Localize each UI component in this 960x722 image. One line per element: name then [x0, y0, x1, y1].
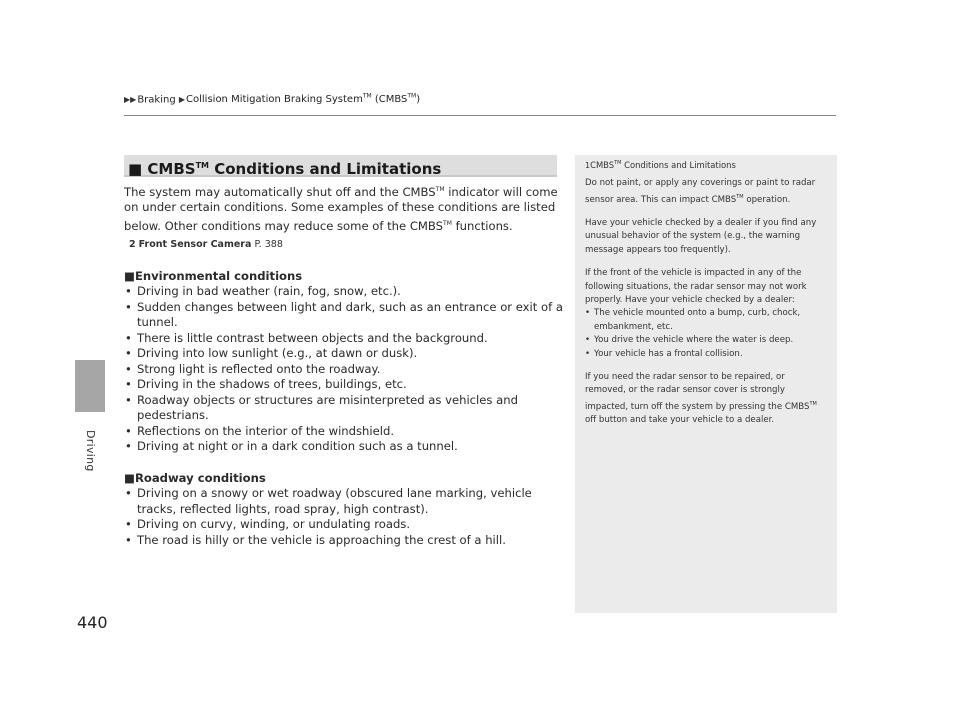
sidebar-title: 1CMBS™ Conditions and Limitations	[585, 159, 736, 170]
header-divider	[124, 115, 836, 116]
sidebar-bullet: • Your vehicle has a frontal collision.	[585, 348, 827, 361]
list-item: • Driving into low sunlight (e.g., at dawn or dusk).	[124, 346, 564, 362]
side-tab-marker	[75, 360, 105, 412]
square-bullet-icon: ■	[128, 160, 143, 178]
environmental-heading: ■Environmental conditions	[124, 268, 303, 283]
sidebar-paragraph: If the front of the vehicle is impacted in any of the following situations, the radar sensor may not work properly. Have your vehicle checked by a dealer:	[585, 268, 807, 305]
sidebar-bullet: • The vehicle mounted onto a bump, curb, chock, embankment, etc.	[585, 307, 827, 334]
triangle-right-icon: ▶	[178, 95, 186, 105]
list-item: • There is little contrast between objects and the background.	[124, 331, 564, 347]
environmental-list	[124, 284, 564, 455]
note-icon: 1	[585, 160, 591, 170]
section-title: ■ CMBS™ Conditions and Limitations	[124, 155, 557, 177]
list-item: • Roadway objects or structures are misinterpreted as vehicles and pedestrians.	[124, 393, 564, 424]
triangle-right-icon: ▶▶	[124, 95, 137, 105]
sidebar-paragraph: If you need the radar sensor to be repaired, or removed, or the radar sensor cover is strongly impacted, turn off the system by pressing the CMBS™ off button and take your vehicle to a dealer.	[585, 371, 817, 426]
side-tab-label: Driving	[84, 430, 97, 472]
sidebar-notes	[575, 155, 837, 613]
breadcrumb-cmbs[interactable]: Collision Mitigation Braking System™ (CMBS™)	[186, 93, 421, 106]
list-item: • Driving on curvy, winding, or undulating roads.	[124, 517, 564, 533]
cross-reference-link[interactable]: 2 Front Sensor Camera P. 388	[129, 239, 283, 251]
list-item: • Sudden changes between light and dark, such as an entrance or exit of a tunnel.	[124, 300, 564, 331]
sidebar-paragraph: Do not paint, or apply any coverings or paint to radar sensor area. This can impact CMBS™ operation.	[585, 178, 816, 205]
sidebar-paragraph: Have your vehicle checked by a dealer if you find any unusual behavior of the system (e.g., the warning message appears too frequently).	[585, 217, 817, 255]
breadcrumb-braking[interactable]: Braking	[137, 94, 176, 106]
breadcrumb	[124, 93, 420, 105]
list-item: • Driving on a snowy or wet roadway (obscured lane marking, vehicle tracks, reflected lights, road spray, high contrast).	[124, 486, 564, 517]
main-content	[124, 182, 564, 548]
roadway-heading: ■Roadway conditions	[124, 470, 266, 485]
page-number: 440	[77, 613, 108, 632]
list-item: • Driving at night or in a dark condition such as a tunnel.	[124, 439, 564, 455]
list-item: • Reflections on the interior of the windshield.	[124, 424, 564, 440]
list-item: • Strong light is reflected onto the roadway.	[124, 362, 564, 378]
intro-paragraph: The system may automatically shut off and the CMBS™ indicator will come on under certain conditions. Some examples of these conditions are listed below. Other conditions may reduce some of the CMBS™ functions.	[124, 184, 558, 233]
list-item: • Driving in the shadows of trees, buildings, etc.	[124, 377, 564, 393]
list-item: • Driving in bad weather (rain, fog, snow, etc.).	[124, 284, 564, 300]
roadway-list	[124, 486, 564, 548]
reference-arrow-icon: 2	[129, 239, 136, 251]
list-item: • The road is hilly or the vehicle is approaching the crest of a hill.	[124, 533, 564, 549]
sidebar-bullet: • You drive the vehicle where the water is deep.	[585, 334, 827, 347]
